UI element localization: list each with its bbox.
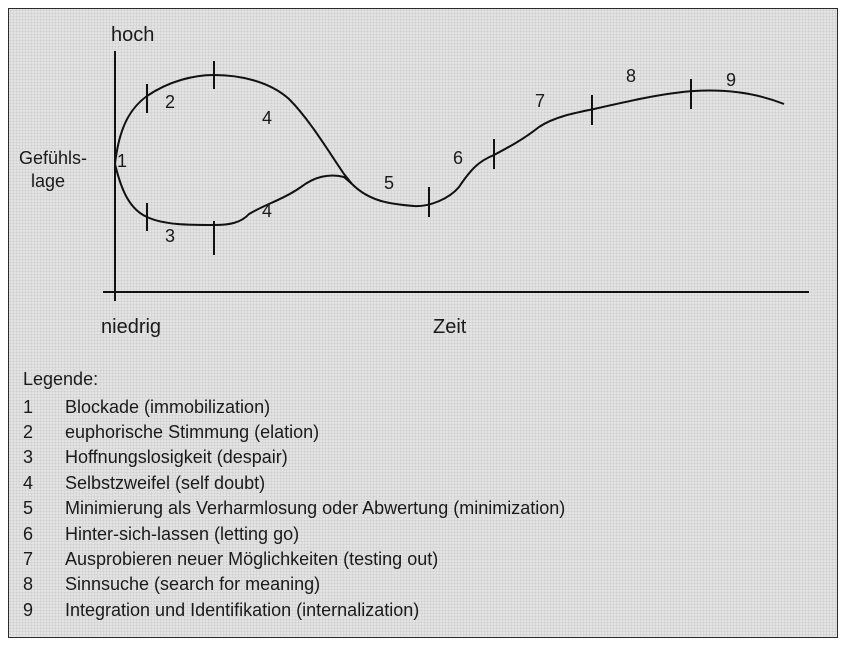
phase-label-5: 5 [384, 173, 395, 193]
phase-label-4-lower: 4 [262, 201, 273, 221]
legend-item [23, 423, 319, 441]
phase-label-3: 3 [165, 226, 176, 246]
legend-item-text: Ausprobieren neuer Möglichkeiten (testing out) [65, 549, 439, 569]
legend-title: Legende: [23, 369, 99, 389]
legend-item [23, 525, 299, 543]
y-axis-title-line1: Gefühls- [19, 148, 88, 168]
legend-item [23, 499, 565, 517]
curve-upper-loop [115, 75, 352, 184]
legend-item-number: 5 [23, 498, 34, 518]
legend-item-number: 2 [23, 422, 34, 442]
legend-item-number: 8 [23, 574, 34, 594]
legend-item [23, 398, 270, 416]
legend-item [23, 550, 438, 568]
legend-item-text: Blockade (immobilization) [65, 397, 271, 417]
y-axis-bottom-label: niedrig [101, 316, 162, 338]
legend-item-number: 1 [23, 397, 34, 417]
legend-item-text: Minimierung als Verharmlosung oder Abwertung (minimization) [65, 498, 566, 518]
legend-item-number: 7 [23, 549, 34, 569]
curve-main [352, 91, 784, 207]
legend-item [23, 601, 419, 619]
legend-item-number: 9 [23, 600, 34, 620]
phase-label-7: 7 [535, 91, 546, 111]
legend-item-number: 6 [23, 524, 34, 544]
legend-item-text: Selbstzweifel (self doubt) [65, 473, 266, 493]
phase-label-2: 2 [165, 92, 176, 112]
legend-item-number: 4 [23, 473, 34, 493]
legend-item-number: 3 [23, 447, 34, 467]
legend-item-text: euphorische Stimmung (elation) [65, 422, 320, 442]
emotion-curve-chart [9, 9, 837, 359]
x-axis-title: Zeit [433, 316, 467, 338]
legend-item [23, 575, 320, 593]
phase-label-9: 9 [726, 70, 737, 90]
legend-item-text: Sinnsuche (search for meaning) [65, 574, 321, 594]
phase-label-6: 6 [453, 148, 464, 168]
y-axis-top-label: hoch [111, 24, 155, 46]
legend-item-text: Hoffnungslosigkeit (despair) [65, 447, 288, 467]
phase-label-8: 8 [626, 66, 637, 86]
legend-item-text: Integration und Identifikation (internalization) [65, 600, 420, 620]
legend-item [23, 474, 265, 492]
legend-item [23, 448, 288, 466]
curve-lower-loop [115, 164, 352, 225]
y-axis-title-line2: lage [31, 171, 66, 191]
diagram-frame [8, 8, 838, 638]
legend-item-text: Hinter-sich-lassen (letting go) [65, 524, 300, 544]
phase-label-4-upper: 4 [262, 108, 273, 128]
phase-label-1: 1 [117, 151, 128, 171]
